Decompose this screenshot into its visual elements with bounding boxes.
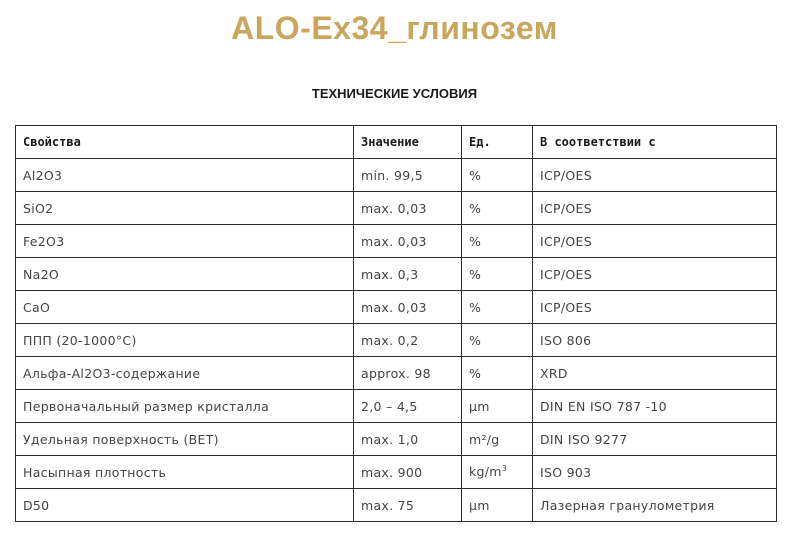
- cell-unit: m²/g: [462, 423, 533, 456]
- cell-standard: ICP/OES: [533, 258, 777, 291]
- column-header-unit: Ед.: [462, 126, 533, 159]
- cell-standard: DIN EN ISO 787 -10: [533, 390, 777, 423]
- cell-property: Удельная поверхность (BET): [16, 423, 354, 456]
- cell-property: CaO: [16, 291, 354, 324]
- cell-property: ППП (20-1000°C): [16, 324, 354, 357]
- cell-value: max. 0,3: [354, 258, 462, 291]
- table-header-row: [16, 126, 777, 159]
- table-row: [16, 423, 777, 456]
- cell-standard: ICP/OES: [533, 225, 777, 258]
- column-header-standard: В соответствии с: [533, 126, 777, 159]
- unit-exponent: 3: [501, 464, 508, 474]
- section-heading: ТЕХНИЧЕСКИЕ УСЛОВИЯ: [311, 86, 478, 101]
- cell-value: max. 0,03: [354, 192, 462, 225]
- cell-property: Первоначальный размер кристалла: [16, 390, 354, 423]
- cell-unit: %: [462, 258, 533, 291]
- cell-property: Насыпная плотность: [16, 456, 354, 489]
- cell-property: Fe2O3: [16, 225, 354, 258]
- cell-value: max. 0,2: [354, 324, 462, 357]
- table-row: [16, 225, 777, 258]
- cell-standard: ISO 903: [533, 456, 777, 489]
- cell-value: max. 900: [354, 456, 462, 489]
- table-row: [16, 159, 777, 192]
- table-row: [16, 192, 777, 225]
- cell-value: max. 0,03: [354, 225, 462, 258]
- column-header-value: Значение: [354, 126, 462, 159]
- cell-value: max. 0,03: [354, 291, 462, 324]
- cell-standard: ISO 806: [533, 324, 777, 357]
- table-row: [16, 291, 777, 324]
- table-row: [16, 357, 777, 390]
- cell-unit: µm: [462, 390, 533, 423]
- cell-property: SiO2: [16, 192, 354, 225]
- cell-value: max. 1,0: [354, 423, 462, 456]
- cell-property: Al2O3: [16, 159, 354, 192]
- cell-unit: %: [462, 192, 533, 225]
- cell-property: Na2O: [16, 258, 354, 291]
- cell-standard: ICP/OES: [533, 192, 777, 225]
- cell-value: min. 99,5: [354, 159, 462, 192]
- cell-standard: XRD: [533, 357, 777, 390]
- cell-standard: ICP/OES: [533, 291, 777, 324]
- cell-unit: µm: [462, 489, 533, 522]
- table-row: [16, 456, 777, 489]
- table-row: [16, 489, 777, 522]
- cell-standard: Лазерная гранулометрия: [533, 489, 777, 522]
- cell-unit: %: [462, 159, 533, 192]
- cell-value: 2,0 – 4,5: [354, 390, 462, 423]
- table-row: [16, 324, 777, 357]
- cell-standard: ICP/OES: [533, 159, 777, 192]
- cell-unit: %: [462, 225, 533, 258]
- table-row: [16, 390, 777, 423]
- cell-value: approx. 98: [354, 357, 462, 390]
- cell-property: Альфа-Al2O3-содержание: [16, 357, 354, 390]
- cell-unit: [462, 456, 533, 489]
- cell-value: max. 75: [354, 489, 462, 522]
- cell-unit: %: [462, 291, 533, 324]
- cell-standard: DIN ISO 9277: [533, 423, 777, 456]
- unit-base: kg/m: [469, 464, 502, 480]
- page-title: ALO-Ex34_глинозем: [231, 10, 558, 46]
- cell-property: D50: [16, 489, 354, 522]
- specifications-table: [15, 125, 777, 522]
- cell-unit: %: [462, 324, 533, 357]
- column-header-property: Свойства: [16, 126, 354, 159]
- cell-unit: %: [462, 357, 533, 390]
- table-row: [16, 258, 777, 291]
